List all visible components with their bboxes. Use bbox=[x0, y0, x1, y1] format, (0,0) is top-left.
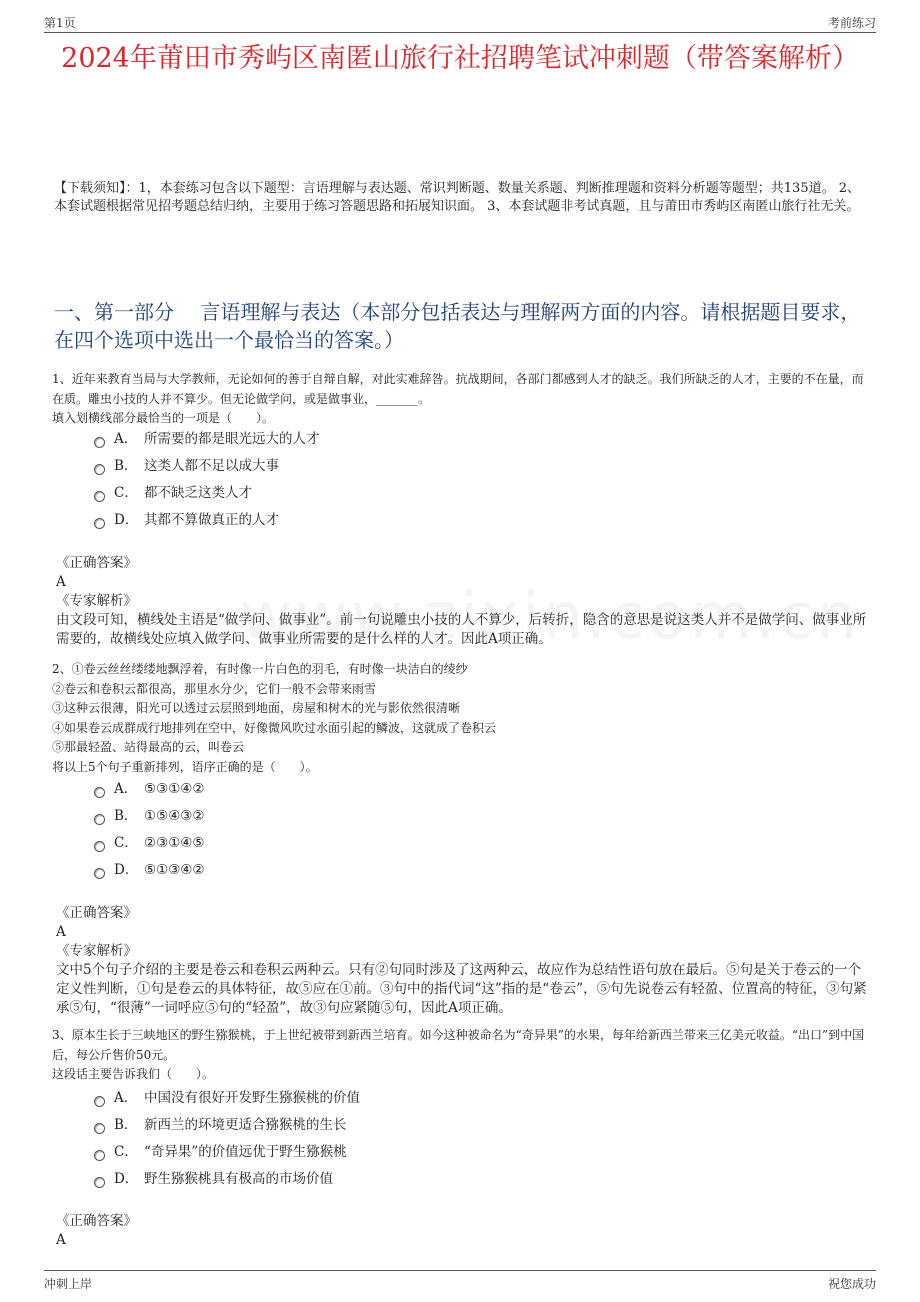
radio-icon[interactable] bbox=[94, 1177, 105, 1188]
page-footer bbox=[44, 1270, 876, 1295]
page-header bbox=[44, 10, 876, 33]
option-a[interactable]: A． 所需要的都是眼光远大的人才 bbox=[92, 426, 870, 453]
question-text: 1、近年来教育当局与大学教师，无论如何的善于自辩自解，对此实难辞咎。抗战期间，各部门都感到人才的缺乏。我们所缺乏的人才，主要的不在量，而在质。雕虫小技的人并不算少。但无论做学问，或是做事业，_______。 bbox=[52, 372, 864, 406]
answer-value: A bbox=[56, 924, 66, 940]
answer-label: 《正确答案》 bbox=[56, 1213, 137, 1229]
question-prompt: 将以上5个句子重新排列，语序正确的是（ ）。 bbox=[52, 759, 318, 774]
question-text: 2、①卷云丝丝缕缕地飘浮着，有时像一片白色的羽毛，有时像一块洁白的绫纱 bbox=[52, 662, 468, 676]
radio-icon[interactable] bbox=[94, 437, 105, 448]
answer-label: 《正确答案》 bbox=[56, 905, 137, 921]
question-2-answer bbox=[56, 904, 870, 1018]
question-3-stem bbox=[52, 1026, 870, 1085]
option-c[interactable]: C． 都不缺乏这类人才 bbox=[92, 480, 870, 507]
radio-icon[interactable] bbox=[94, 868, 105, 879]
document-title: 2024年莆田市秀屿区南匿山旅行社招聘笔试冲刺题（带答案解析） bbox=[61, 43, 859, 74]
page-number: 第1页 bbox=[44, 16, 76, 30]
answer-value: A bbox=[56, 1232, 66, 1248]
radio-icon[interactable] bbox=[94, 841, 105, 852]
option-b[interactable]: B． 新西兰的环境更适合猕猴桃的生长 bbox=[92, 1112, 870, 1139]
option-d[interactable]: D． ⑤①③④② bbox=[92, 857, 870, 884]
radio-icon[interactable] bbox=[94, 1096, 105, 1107]
option-c[interactable]: C． “奇异果”的价值远优于野生猕猴桃 bbox=[92, 1139, 870, 1166]
question-text: ②卷云和卷积云都很高，那里水分少，它们一般不会带来雨雪 bbox=[52, 681, 377, 696]
header-category: 考前练习 bbox=[827, 16, 876, 30]
analysis-label: 《专家解析》 bbox=[56, 943, 137, 959]
option-c[interactable]: C． ②③①④⑤ bbox=[92, 830, 870, 857]
radio-icon[interactable] bbox=[94, 787, 105, 798]
analysis-label: 《专家解析》 bbox=[56, 593, 137, 609]
option-d[interactable]: D． 野生猕猴桃具有极高的市场价值 bbox=[92, 1166, 870, 1193]
radio-icon[interactable] bbox=[94, 491, 105, 502]
option-a[interactable]: A． ⑤③①④② bbox=[92, 776, 870, 803]
question-1-options bbox=[92, 426, 870, 534]
option-a[interactable]: A． 中国没有很好开发野生猕猴桃的价值 bbox=[92, 1085, 870, 1112]
question-text: ④如果卷云成群成行地排列在空中，好像微风吹过水面引起的鳞波，这就成了卷积云 bbox=[52, 720, 497, 735]
answer-value: A bbox=[56, 574, 66, 590]
footer-right: 祝您成功 bbox=[827, 1277, 876, 1291]
analysis-text: 文中5个句子介绍的主要是卷云和卷积云两种云。只有②句同时涉及了这两种云，故应作为总结性语句放在最后。⑤句是关于卷云的一个定义性判断，①句是卷云的具体特征，故⑤应在①前。③句中的指代词“这”指的是“卷云”，⑤句先说卷云有轻盈、位置高的特征，③句紧承⑤句，“很薄”一词呼应⑤句的“轻盈”，故③句应紧随⑤句，因此A项正确。 bbox=[56, 962, 867, 1016]
section-title: 一、第一部分 言语理解与表达（本部分包括表达与理解两方面的内容。请根据题目要求，在四个选项中选出一个最恰当的答案。） bbox=[54, 300, 861, 352]
question-prompt: 这段话主要告诉我们（ ）。 bbox=[52, 1067, 215, 1081]
question-prompt: 填入划横线部分最恰当的一项是（ ）。 bbox=[52, 411, 275, 425]
question-2-stem bbox=[52, 660, 870, 777]
question-2-options bbox=[92, 776, 870, 884]
question-3-options bbox=[92, 1085, 870, 1193]
radio-icon[interactable] bbox=[94, 1123, 105, 1134]
radio-icon[interactable] bbox=[94, 814, 105, 825]
radio-icon[interactable] bbox=[94, 1150, 105, 1161]
question-1-stem bbox=[52, 370, 870, 429]
option-d[interactable]: D． 其都不算做真正的人才 bbox=[92, 507, 870, 534]
question-text: ⑤那最轻盈、站得最高的云，叫卷云 bbox=[52, 740, 245, 754]
question-text: ③这种云很薄，阳光可以透过云层照到地面，房屋和树木的光与影依然很清晰 bbox=[52, 701, 461, 715]
question-text: 3、原本生长于三峡地区的野生猕猴桃，于上世纪被带到新西兰培育。如今这种被命名为“奇异果”的水果，每年给新西兰带来三亿美元收益。“出口”到中国后，每公斤售价50元。 bbox=[52, 1028, 865, 1062]
radio-icon[interactable] bbox=[94, 464, 105, 475]
question-3-answer bbox=[56, 1212, 870, 1250]
question-1-answer bbox=[56, 554, 870, 649]
radio-icon[interactable] bbox=[94, 518, 105, 529]
option-b[interactable]: B． ①⑤④③② bbox=[92, 803, 870, 830]
answer-label: 《正确答案》 bbox=[56, 555, 137, 571]
download-notice: 【下载须知】：1，本套练习包含以下题型：言语理解与表达题、常识判断题、数量关系题、判断推理题和资料分析题等题型；共135道。 2、本套试题根据常见招考题总结归纳，主要用于练习答题思路和拓展知识面。 3、本套试题非考试真题，且与莆田市秀屿区南匿山旅行社无关。 bbox=[54, 181, 860, 214]
analysis-text: 由文段可知，横线处主语是“做学问、做事业”。前一句说雕虫小技的人不算少，后转折，隐含的意思是说这类人并不是做学问、做事业所需要的，故横线处应填入做学问、做事业所需要的是什么样的人才。因此A项正确。 bbox=[56, 612, 867, 647]
option-b[interactable]: B． 这类人都不足以成大事 bbox=[92, 453, 870, 480]
footer-left: 冲刺上岸 bbox=[44, 1277, 93, 1291]
